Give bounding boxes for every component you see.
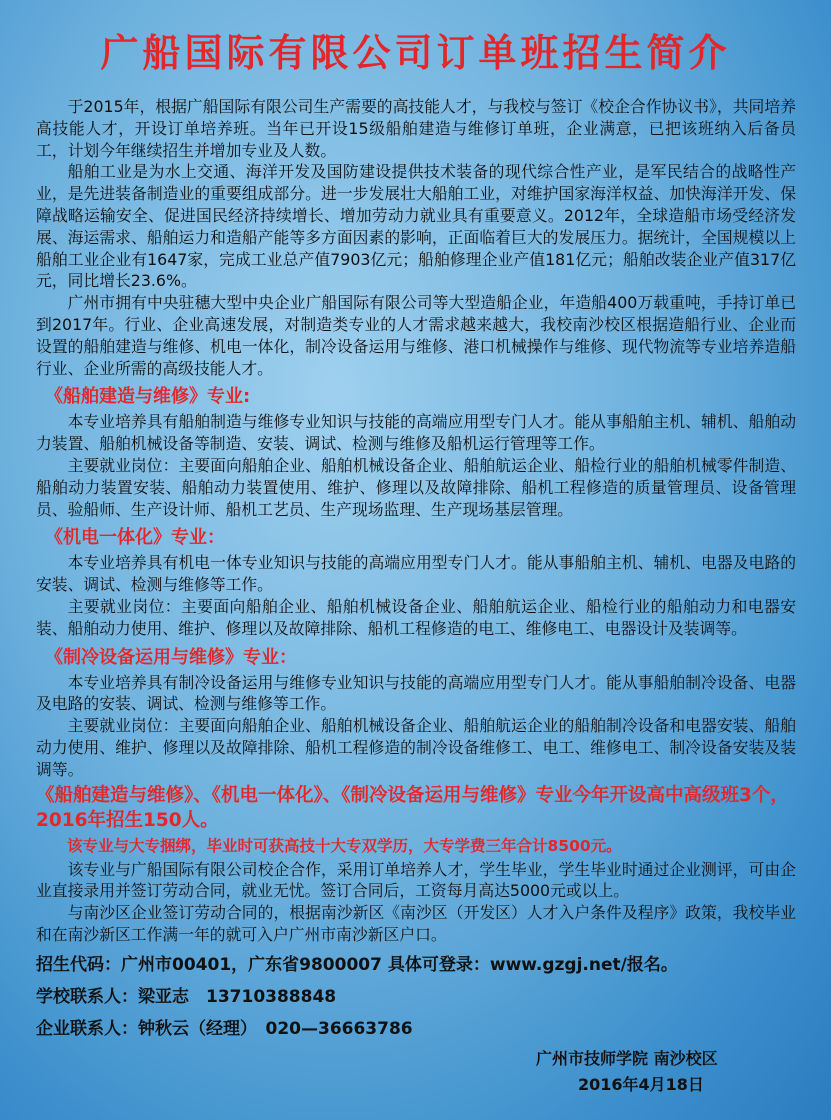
major-jobs: 主要就业岗位：主要面向船舶企业、船舶机械设备企业、船舶航运企业、船检行业的船舶动力和电器安装、船舶动力使用、维护、修理以及故障排除、船机工程修造的电工、维修电工、电器设计及装调等。 bbox=[36, 596, 796, 638]
detail-paragraph: 与南沙区企业签订劳动合同的，根据南沙新区《南沙区（开发区）人才入户条件及程序》政策，我校毕业和在南沙新区工作满一年的就可入户广州市南沙新区户口。 bbox=[36, 903, 796, 944]
diploma-note: 该专业与大专捆绑，毕业时可获高技十大专双学历，大专学费三年合计8500元。 bbox=[67, 836, 622, 855]
page-title: 广船国际有限公司订单班招生简介 bbox=[100, 31, 731, 75]
content-body bbox=[36, 96, 796, 1042]
enrollment-code: 招生代码：广州市00401，广东省9800007 具体可登录：www.gzgj.net/报名。 bbox=[36, 954, 678, 975]
enrollment-announcement: 《船舶建造与维修》、《机电一体化》、《制冷设备运用与维修》专业今年开设高中高级班3个，2016年招生150人。 bbox=[36, 784, 789, 831]
major-heading-mechatronics: 《机电一体化》专业： bbox=[45, 527, 225, 549]
footer-date: 2016年4月18日 bbox=[578, 1075, 704, 1094]
major-description: 本专业培养具有船舶制造与维修专业知识与技能的高端应用型专门人才。能从事船舶主机、辅机、船舶动力装置、船舶机械设备等制造、安装、调试、检测与维修及船机运行管理等工作。 bbox=[36, 412, 796, 454]
intro-paragraph: 广州市拥有中央驻穗大型中央企业广船国际有限公司等大型造船企业，年造船400万载重吨，手持订单已到2017年。行业、企业高速发展，对制造类专业的人才需求越来越大，我校南沙校区根据造船行业、企业而设置的船舶建造与维修、机电一体化，制冷设备运用与维修、港口机械操作与维修、现代物流等专业培养造船行业、企业所需的高级技能人才。 bbox=[36, 293, 796, 378]
intro-paragraph: 于2015年，根据广船国际有限公司生产需要的高技能人才，与我校与签订《校企合作协议书》，共同培养高技能人才，开设订单培养班。当年已开设15级船舶建造与维修订单班，企业满意，已把该班纳入后备员工，计划今年继续招生并增加专业及人数。 bbox=[36, 97, 796, 160]
major-heading-refrigeration: 《制冷设备运用与维修》专业： bbox=[45, 646, 297, 668]
school-contact: 学校联系人：梁亚志 13710388848 bbox=[36, 986, 337, 1007]
major-jobs: 主要就业岗位：主要面向船舶企业、船舶机械设备企业、船舶航运企业、船检行业的船舶机械零件制造、船舶动力装置安装、船舶动力装置使用、维护、修理以及故障排除、船机工程修造的质量管理员、设备管理员、验船师、生产设计师、船机工艺员、生产现场监理、生产现场基层管理。 bbox=[36, 455, 796, 519]
company-contact: 企业联系人：钟秋云（经理） 020—36663786 bbox=[36, 1018, 413, 1039]
detail-paragraph: 该专业与广船国际有限公司校企合作，采用订单培养人才，学生毕业，学生毕业时通过企业测评，可由企业直接录用并签订劳动合同，就业无忧。签订合同后，工资每月高达5000元或以上。 bbox=[36, 859, 796, 901]
major-description: 本专业培养具有制冷设备运用与维修专业知识与技能的高端应用型专门人才。能从事船舶制冷设备、电器及电路的安装、调试、检测与维修等工作。 bbox=[36, 672, 796, 714]
major-description: 本专业培养具有机电一体专业知识与技能的高端应用型专门人才。能从事船舶主机、辅机、电器及电路的安装、调试、检测与维修等工作。 bbox=[36, 553, 796, 595]
major-heading-shipbuilding: 《船舶建造与维修》专业: bbox=[45, 386, 251, 408]
footer-organization: 广州市技师学院 南沙校区 bbox=[536, 1049, 718, 1068]
major-jobs: 主要就业岗位：主要面向船舶企业、船舶机械设备企业、船舶航运企业的船舶制冷设备和电器安装、船舶动力使用、维护、修理以及故障排除、船机工程修造的制冷设备维修工、电工、维修电工、制冷设备安装及装调等。 bbox=[36, 716, 796, 779]
footer-signature bbox=[536, 1046, 776, 1098]
intro-paragraph: 船舶工业是为水上交通、海洋开发及国防建设提供技术装备的现代综合性产业，是军民结合的战略性产业，是先进装备制造业的重要组成部分。进一步发展壮大船舶工业，对维护国家海洋权益、加快海洋开发、保障战略运输安全、促进国民经济持续增长、增加劳动力就业具有重要意义。2012年，全球造船市场受经济发展、海运需求、船舶运力和造船产能等多方面因素的影响，正面临着巨大的发展压力。据统计，全国规模以上船舶工业企业有1647家，完成工业总产值7903亿元；船舶修理企业产值181亿元；船舶改装企业产值317亿元，同比增长23.6%。 bbox=[36, 162, 796, 291]
